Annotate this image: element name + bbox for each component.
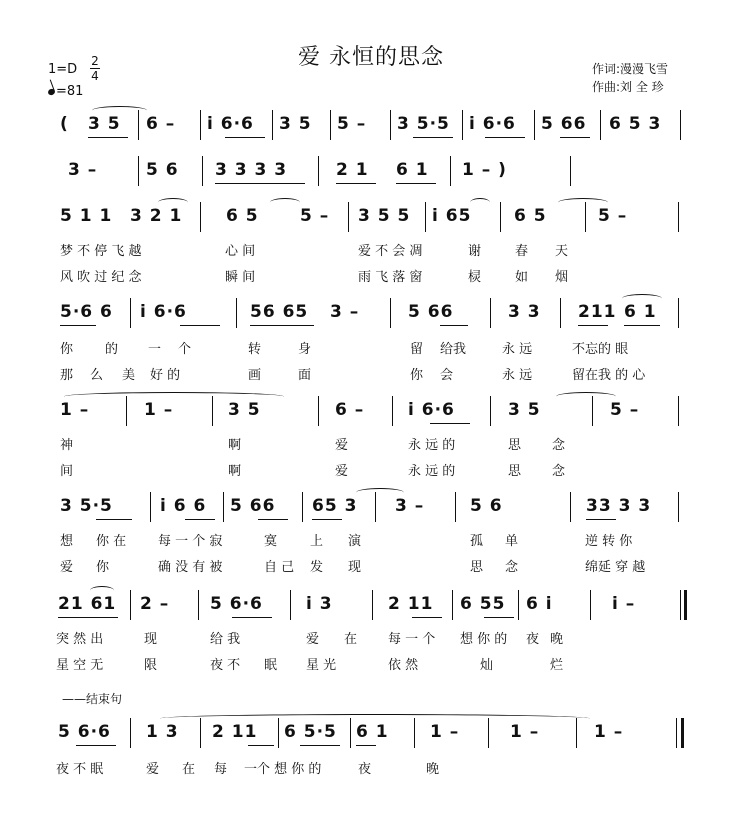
note-group: i 6·6	[207, 114, 254, 134]
lyric-text: 永 远	[502, 342, 533, 357]
note-group: 3 5	[508, 400, 541, 420]
lyric-line-2	[0, 556, 742, 576]
note-group: 2 11	[212, 722, 258, 742]
lyric-text: 星 光	[306, 658, 337, 673]
note-group: 5 1 1	[60, 206, 113, 226]
lyric-text: 确 没 有 被	[158, 560, 223, 575]
note-group: 6 –	[146, 114, 176, 134]
staff-row-8	[0, 714, 742, 750]
lyric-text: 你	[96, 560, 110, 575]
underline	[312, 519, 342, 520]
note-group: 1 –	[510, 722, 540, 742]
barline	[678, 396, 679, 426]
lyric-text: 思	[508, 438, 522, 453]
lyric-text: 雨 飞 落 窗	[358, 270, 423, 285]
lyric-text: 爱	[306, 632, 320, 647]
barline	[200, 110, 201, 140]
note-group: 1 –	[144, 400, 174, 420]
note-group: 5 6·6	[210, 594, 263, 614]
lyric-text: 发	[310, 560, 324, 575]
underline	[624, 325, 660, 326]
lyric-text: 在	[182, 762, 196, 777]
note-group: 3 5·5	[60, 496, 113, 516]
lyric-text: 永 远 的	[408, 438, 456, 453]
note-group: 5 –	[337, 114, 367, 134]
underline	[76, 745, 116, 746]
lyric-line-1	[0, 758, 742, 778]
note-group: 211	[578, 302, 617, 322]
barline	[348, 202, 349, 232]
lyric-text: 身	[298, 342, 312, 357]
lyric-line-2	[0, 460, 742, 480]
note-group: 3 5	[279, 114, 312, 134]
lyric-text: 你	[60, 342, 74, 357]
note-group: 1 –	[60, 400, 90, 420]
lyric-line-1	[0, 628, 742, 648]
note-group: i 6·6	[408, 400, 455, 420]
lyric-text: 转	[248, 342, 262, 357]
lyric-text: 天	[555, 244, 569, 259]
lyric-text: 一个 想 你 的	[244, 762, 322, 777]
slur	[158, 198, 188, 207]
lyric-text: 烟	[555, 270, 569, 285]
note-group: 3 –	[330, 302, 360, 322]
barline	[534, 110, 535, 140]
lyric-text: 念	[505, 560, 519, 575]
note-group: 1 3	[146, 722, 179, 742]
underline	[430, 423, 470, 424]
barline	[130, 590, 131, 620]
underline	[336, 183, 376, 184]
lyric-text: 给 我	[210, 632, 241, 647]
credits	[592, 60, 668, 96]
lyric-text: 想 你 的	[460, 632, 508, 647]
lyric-text: 每 一 个	[388, 632, 436, 647]
barline	[200, 202, 201, 232]
barline	[350, 718, 351, 748]
barline	[278, 718, 279, 748]
barline	[126, 396, 127, 426]
note-group: 3 5·5	[397, 114, 450, 134]
composer-credit: 作曲:刘 全 珍	[592, 80, 664, 94]
barline	[130, 298, 131, 328]
lyric-text: 面	[298, 368, 312, 383]
barline	[518, 590, 519, 620]
lyric-text: 晚	[550, 632, 564, 647]
lyric-line-2	[0, 654, 742, 674]
barline	[570, 156, 571, 186]
underline	[413, 137, 453, 138]
note-group: 3 3 3 3	[215, 160, 288, 180]
barline	[150, 492, 151, 522]
lyric-text: 夜	[358, 762, 372, 777]
barline	[585, 202, 586, 232]
note-group: 33 3 3	[586, 496, 652, 516]
lyric-line-1	[0, 240, 742, 260]
lyric-text: 思	[470, 560, 484, 575]
slur	[270, 198, 300, 207]
lyric-text: 灿	[480, 658, 494, 673]
underline	[250, 325, 314, 326]
lyric-text: 好 的	[150, 368, 181, 383]
note-group: i 6 6	[160, 496, 207, 516]
barline	[678, 202, 679, 232]
note-group: 21 61	[58, 594, 117, 614]
lyric-text: 现	[144, 632, 158, 647]
lyric-text: 棂	[468, 270, 482, 285]
lyric-text: 神	[60, 438, 74, 453]
underline	[185, 519, 215, 520]
lyric-text: 谢	[468, 244, 482, 259]
barline	[490, 396, 491, 426]
lyric-text: 如	[515, 270, 529, 285]
note-group: 6 5	[514, 206, 547, 226]
lyric-text: 演	[348, 534, 362, 549]
barline	[680, 110, 681, 140]
time-signature	[90, 54, 100, 83]
underline	[396, 183, 436, 184]
note-group: 6 1	[624, 302, 657, 322]
lyric-text: 春	[515, 244, 529, 259]
barline	[590, 590, 591, 620]
lyric-text: 想	[60, 534, 74, 549]
lyric-line-2	[0, 266, 742, 286]
barline	[130, 718, 131, 748]
underline	[58, 617, 118, 618]
lyric-text: 瞬 间	[225, 270, 256, 285]
underline	[180, 325, 220, 326]
barline	[678, 298, 679, 328]
lyricist-credit: 作词:漫漫飞雪	[592, 62, 669, 76]
lyric-text: 那	[60, 368, 74, 383]
note-group: 6 1	[396, 160, 429, 180]
note-group: 3 5 5	[358, 206, 411, 226]
lyric-text: 念	[552, 438, 566, 453]
lyric-text: 单	[505, 534, 519, 549]
lyric-text: 会	[440, 368, 454, 383]
lyric-text: 你 在	[96, 534, 127, 549]
note-group: 3 –	[395, 496, 425, 516]
barline	[462, 110, 463, 140]
barline	[318, 396, 319, 426]
underline	[300, 745, 340, 746]
lyric-text: 限	[144, 658, 158, 673]
slur	[90, 586, 114, 595]
barline	[455, 492, 456, 522]
barline	[198, 590, 199, 620]
final-barline	[681, 718, 684, 748]
lyric-text: 风 吹 过 纪 念	[60, 270, 142, 285]
barline	[302, 492, 303, 522]
lyric-text: 绵延 穿 越	[585, 560, 646, 575]
note-group: 1 –	[430, 722, 460, 742]
note-group: 65 3	[312, 496, 358, 516]
lyric-text: 梦 不 停 飞 越	[60, 244, 142, 259]
lyric-text: 逆 转 你	[585, 534, 633, 549]
lyric-text: 爱	[335, 438, 349, 453]
tempo-value: =81	[56, 84, 84, 99]
note-group: 5 6·6	[58, 722, 111, 742]
lyric-text: 不忘的 眼	[572, 342, 629, 357]
staff-row-3	[0, 198, 742, 234]
lyric-text: 上	[310, 534, 324, 549]
note-group: i 6·6	[469, 114, 516, 134]
barline	[490, 298, 491, 328]
note-group: 5 –	[610, 400, 640, 420]
barline	[425, 202, 426, 232]
lyric-text: 你	[410, 368, 424, 383]
underline	[60, 325, 96, 326]
barline	[390, 110, 391, 140]
time-sig-bottom: 4	[91, 69, 99, 83]
lyric-text: 每	[214, 762, 228, 777]
lyric-text: 心 间	[225, 244, 256, 259]
barline	[223, 492, 224, 522]
underline	[96, 519, 132, 520]
underline	[225, 137, 265, 138]
lyric-line-1	[0, 530, 742, 550]
tempo-marking	[48, 84, 83, 99]
note-group: 6 5 3	[609, 114, 662, 134]
lyric-text: 美	[122, 368, 136, 383]
song-title: 爱 永恒的思念	[298, 45, 444, 70]
note-group: 5 66	[230, 496, 276, 516]
underline	[215, 183, 305, 184]
note-group: 6 1	[356, 722, 389, 742]
barline	[372, 590, 373, 620]
note-group: i 6·6	[140, 302, 187, 322]
lyric-text: 的	[105, 342, 119, 357]
note-group: 5 –	[598, 206, 628, 226]
note-group: i –	[612, 594, 636, 614]
lyric-text: 寞	[264, 534, 278, 549]
lyric-text: 孤	[470, 534, 484, 549]
lyric-text: 夜 不	[210, 658, 241, 673]
lyric-text: 爱 不 会 凋	[358, 244, 423, 259]
note-group: (	[60, 114, 69, 134]
note-group: 2 1	[336, 160, 369, 180]
lyric-text: 念	[552, 464, 566, 479]
lyric-line-2	[0, 364, 742, 384]
barline	[680, 590, 681, 620]
barline	[272, 110, 273, 140]
barline	[375, 492, 376, 522]
staff-row-7	[0, 586, 742, 622]
barline	[600, 110, 601, 140]
underline	[248, 745, 274, 746]
lyric-text: 永 远 的	[408, 464, 456, 479]
lyric-text: 夜	[526, 632, 540, 647]
barline	[488, 718, 489, 748]
repeat-barline	[684, 590, 687, 620]
lyric-text: 爱	[335, 464, 349, 479]
note-group: 3 3	[508, 302, 541, 322]
barline	[676, 718, 677, 748]
note-group: 3 –	[68, 160, 98, 180]
note-group: 5 66	[541, 114, 587, 134]
note-group: 3 2 1	[130, 206, 183, 226]
barline	[138, 156, 139, 186]
lyric-text: 星 空 无	[56, 658, 104, 673]
note-group: 6 5·5	[284, 722, 337, 742]
underline	[578, 325, 608, 326]
key-signature: 1=D	[48, 62, 78, 77]
lyric-text: 自 己	[264, 560, 295, 575]
note-group: 1 –	[594, 722, 624, 742]
barline	[678, 492, 679, 522]
underline	[232, 617, 272, 618]
barline	[236, 298, 237, 328]
lyric-text: 现	[348, 560, 362, 575]
lyric-text: 么	[90, 368, 104, 383]
lyric-text: 依 然	[388, 658, 419, 673]
underline	[356, 745, 376, 746]
note-group: 5 –	[300, 206, 330, 226]
lyric-line-1	[0, 434, 742, 454]
lyric-text: 间	[60, 464, 74, 479]
barline	[452, 590, 453, 620]
lyric-text: 爱	[146, 762, 160, 777]
ending-label: ——结束句	[62, 692, 123, 706]
underline	[440, 325, 468, 326]
barline	[138, 110, 139, 140]
barline	[560, 298, 561, 328]
barline	[592, 396, 593, 426]
note-group: 2 11	[388, 594, 434, 614]
note-group: 6 –	[335, 400, 365, 420]
lyric-text: 眠	[264, 658, 278, 673]
time-sig-top: 2	[91, 54, 99, 68]
note-group: 1 – )	[462, 160, 507, 180]
lyric-text: 烂	[550, 658, 564, 673]
lyric-text: 思	[508, 464, 522, 479]
slur	[556, 392, 616, 401]
barline	[414, 718, 415, 748]
note-group: 3 5	[228, 400, 261, 420]
lyric-text: 夜 不 眠	[56, 762, 104, 777]
lyric-line-1	[0, 338, 742, 358]
barline	[392, 396, 393, 426]
lyric-text: 给我	[440, 342, 467, 357]
lyric-text: 画	[248, 368, 262, 383]
lyric-text: 啊	[228, 464, 242, 479]
note-group: i 3	[306, 594, 333, 614]
underline	[560, 137, 590, 138]
barline	[450, 156, 451, 186]
staff-row-4	[0, 294, 742, 330]
barline	[330, 110, 331, 140]
note-group: 56 65	[250, 302, 309, 322]
note-group: 2 –	[140, 594, 170, 614]
lyric-text: 每 一 个 寂	[158, 534, 223, 549]
lyric-text: 留	[410, 342, 424, 357]
lyric-text: 一	[148, 342, 162, 357]
lyric-text: 爱	[60, 560, 74, 575]
staff-row-6	[0, 488, 742, 524]
note-group: 5 6	[146, 160, 179, 180]
underline	[485, 137, 525, 138]
barline	[200, 718, 201, 748]
barline	[500, 202, 501, 232]
lyric-text: 在	[344, 632, 358, 647]
note-group: 5·6 6	[60, 302, 113, 322]
lyric-text: 突 然 出	[56, 632, 104, 647]
note-group: 6 i	[526, 594, 553, 614]
underline	[412, 617, 442, 618]
lyric-text: 啊	[228, 438, 242, 453]
lyric-text: 永 远	[502, 368, 533, 383]
barline	[202, 156, 203, 186]
lyric-text: 留在我 的 心	[572, 368, 646, 383]
barline	[390, 298, 391, 328]
barline	[212, 396, 213, 426]
slur	[470, 198, 490, 207]
note-group: 5 66	[408, 302, 454, 322]
quarter-note-icon	[47, 88, 56, 96]
underline	[88, 137, 128, 138]
underline	[258, 519, 288, 520]
underline	[586, 519, 616, 520]
lyric-text: 个	[178, 342, 192, 357]
staff-row-2	[0, 152, 742, 188]
note-group: i 65	[432, 206, 472, 226]
barline	[318, 156, 319, 186]
staff-row-1	[0, 106, 742, 142]
underline	[484, 617, 514, 618]
staff-row-5	[0, 392, 742, 428]
note-group: 6 5	[226, 206, 259, 226]
note-group: 5 6	[470, 496, 503, 516]
barline	[576, 718, 577, 748]
note-group: 3 5	[88, 114, 121, 134]
barline	[570, 492, 571, 522]
barline	[290, 590, 291, 620]
lyric-text: 晚	[426, 762, 440, 777]
note-group: 6 55	[460, 594, 506, 614]
